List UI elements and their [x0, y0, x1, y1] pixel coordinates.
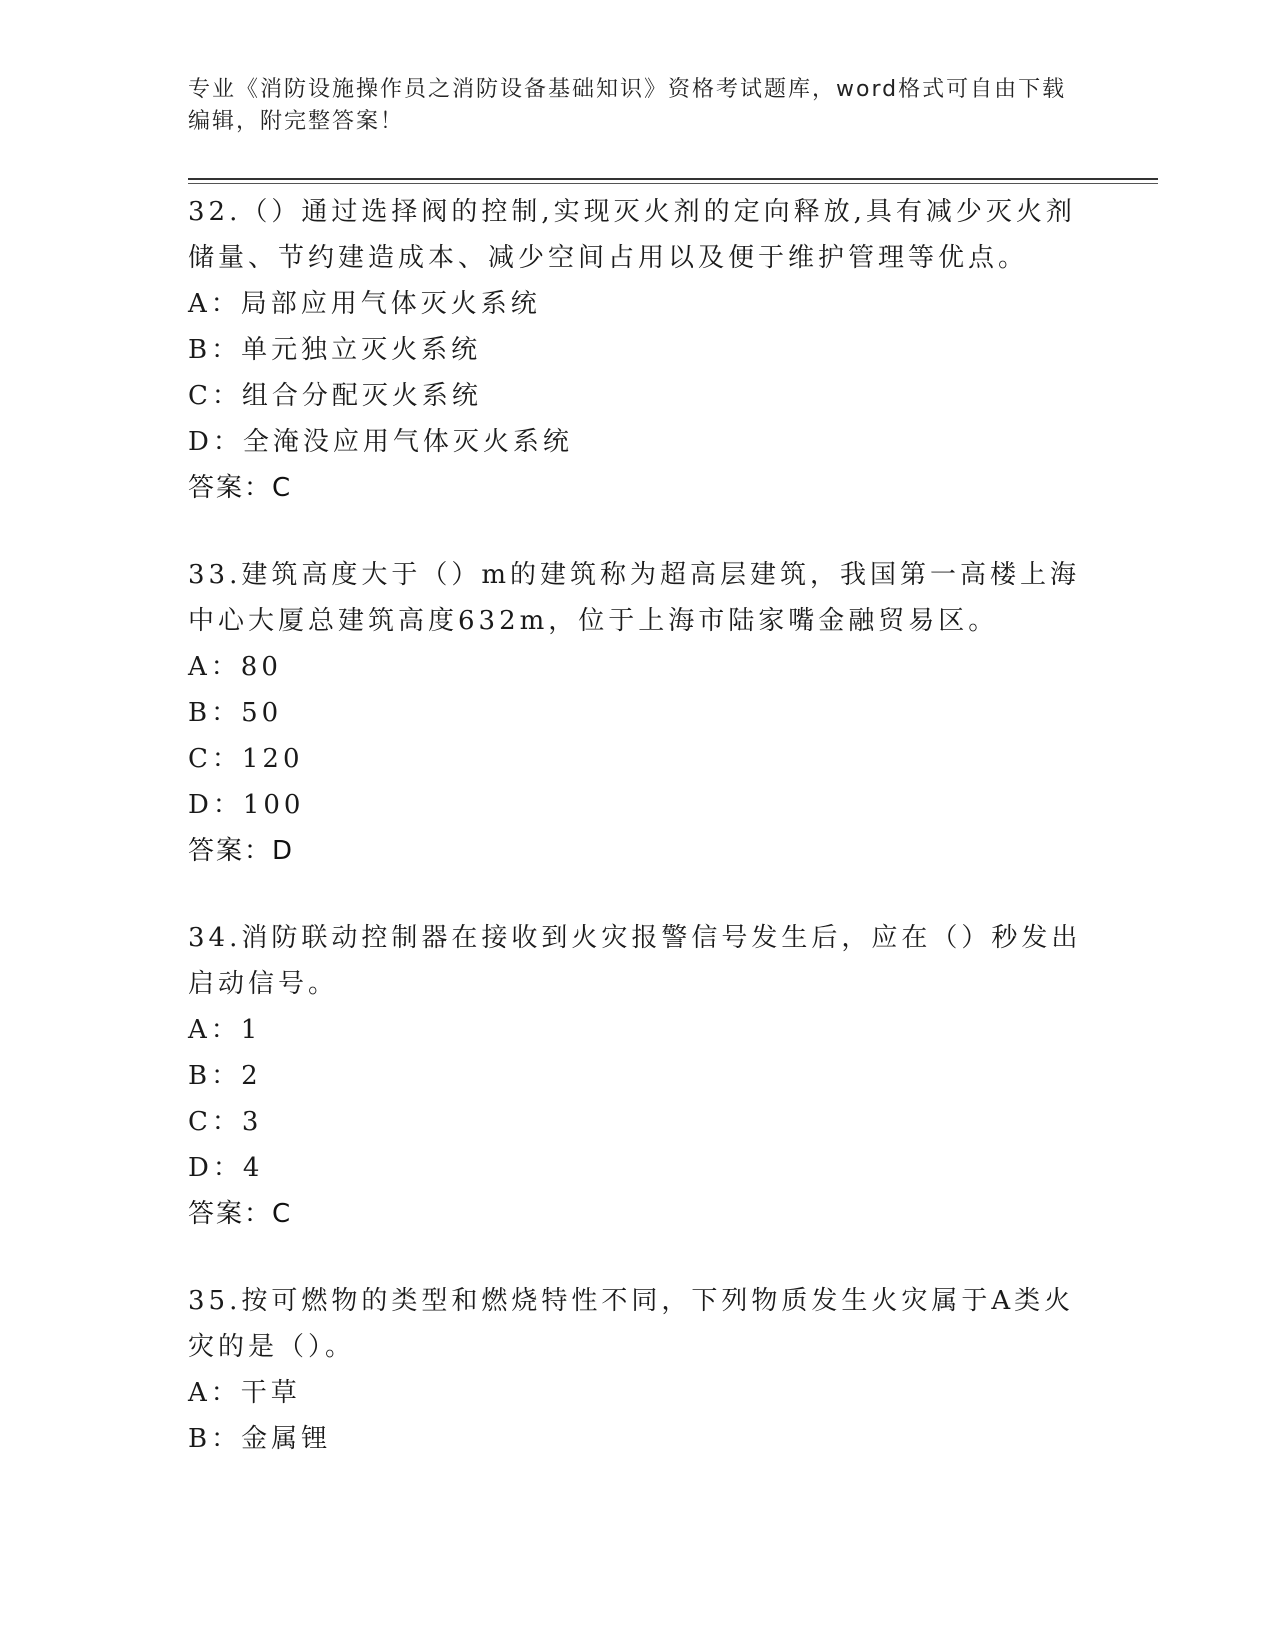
answer-label: 答案：D	[188, 836, 295, 866]
question-text: 33.建筑高度大于（）m的建筑称为超高层建筑，我国第一高楼上海中心大厦总建筑高度632m，位于上海市陆家嘴金融贸易区。	[188, 560, 1081, 636]
question-34	[188, 916, 1088, 1237]
question-33	[188, 553, 1088, 874]
option-b: B：2	[188, 1061, 262, 1091]
option-a: A：干草	[188, 1378, 301, 1408]
option-b: B：50	[188, 698, 283, 728]
question-text: 35.按可燃物的类型和燃烧特性不同，下列物质发生火灾属于A类火灾的是（）。	[188, 1286, 1075, 1362]
option-b: B：金属锂	[188, 1424, 332, 1454]
document-header: 专业《消防设施操作员之消防设备基础知识》资格考试题库，word格式可自由下载编辑，附完整答案！	[188, 77, 1067, 134]
option-c: C：3	[188, 1107, 263, 1137]
header-divider-thick	[188, 178, 1158, 180]
question-text: 34.消防联动控制器在接收到火灾报警信号发生后，应在（）秒发出启动信号。	[188, 923, 1082, 999]
option-d: D：4	[188, 1153, 264, 1183]
option-a: A：局部应用气体灭火系统	[188, 289, 541, 319]
header-divider-thin	[188, 183, 1158, 184]
option-c: C：120	[188, 744, 304, 774]
answer-label: 答案：C	[188, 473, 293, 503]
option-a: A：80	[188, 652, 282, 682]
option-b: B：单元独立灭火系统	[188, 335, 482, 365]
question-32	[188, 190, 1088, 511]
option-a: A：1	[188, 1015, 262, 1045]
answer-label: 答案：C	[188, 1199, 293, 1229]
question-list	[188, 190, 1088, 1504]
question-text: 32.（）通过选择阀的控制,实现灭火剂的定向释放,具有减少灭火剂储量、节约建造成本、减少空间占用以及便于维护管理等优点。	[188, 197, 1076, 273]
option-d: D：100	[188, 790, 305, 820]
question-35	[188, 1279, 1088, 1462]
option-d: D：全淹没应用气体灭火系统	[188, 427, 573, 457]
option-c: C：组合分配灭火系统	[188, 381, 482, 411]
